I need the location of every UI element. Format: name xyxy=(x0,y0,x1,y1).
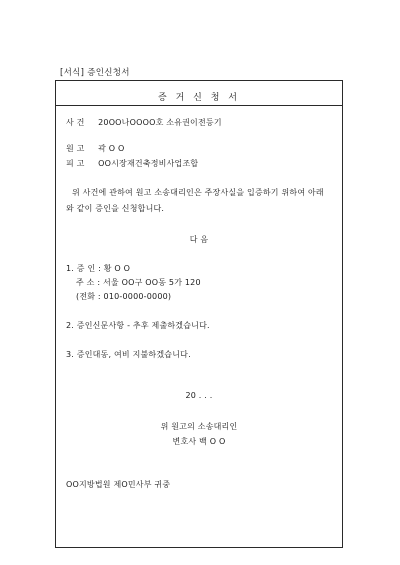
title-divider xyxy=(56,105,342,106)
signer-title: 위 원고의 소송대리인 xyxy=(160,422,238,431)
form-caption: [서식] 증인신청서 xyxy=(60,68,130,78)
plaintiff-label: 원 고 xyxy=(66,144,85,153)
defendant-label: 피 고 xyxy=(66,159,85,168)
item-3: 3. 증인대동, 여비 지불하겠습니다. xyxy=(66,350,191,359)
defendant-row xyxy=(66,158,198,169)
section-heading: 다 음 xyxy=(189,235,209,244)
signer-name: 변호사 백 O O xyxy=(172,437,226,446)
plaintiff-value: 곽 O O xyxy=(98,144,125,153)
body-line-1: 위 사건에 관하여 원고 소송대리인은 주장사실을 입증하기 위하여 아래 xyxy=(72,188,324,197)
witness-phone: (전화 : 010-0000-0000) xyxy=(76,292,172,301)
body-line-2: 와 같이 증인을 신청합니다. xyxy=(66,204,165,213)
plaintiff-row xyxy=(66,143,125,154)
witness-name: 1. 증 인 : 황 O O xyxy=(66,264,131,273)
item-2: 2. 증인신문사항 - 추후 제출하겠습니다. xyxy=(66,321,210,330)
case-label: 사 건 xyxy=(66,118,85,127)
witness-address: 주 소 : 서울 OO구 OO동 5가 120 xyxy=(76,278,201,287)
defendant-value: OO시장재건축정비사업조합 xyxy=(98,159,199,168)
date-line: 20 . . . xyxy=(185,391,213,400)
form-title: 증 거 신 청 서 xyxy=(158,93,240,103)
application-form xyxy=(55,80,343,548)
court-addressee: OO지방법원 제O민사부 귀중 xyxy=(66,480,171,489)
case-value: 20OO나OOOO호 소유권이전등기 xyxy=(98,118,222,127)
case-row xyxy=(66,117,222,128)
